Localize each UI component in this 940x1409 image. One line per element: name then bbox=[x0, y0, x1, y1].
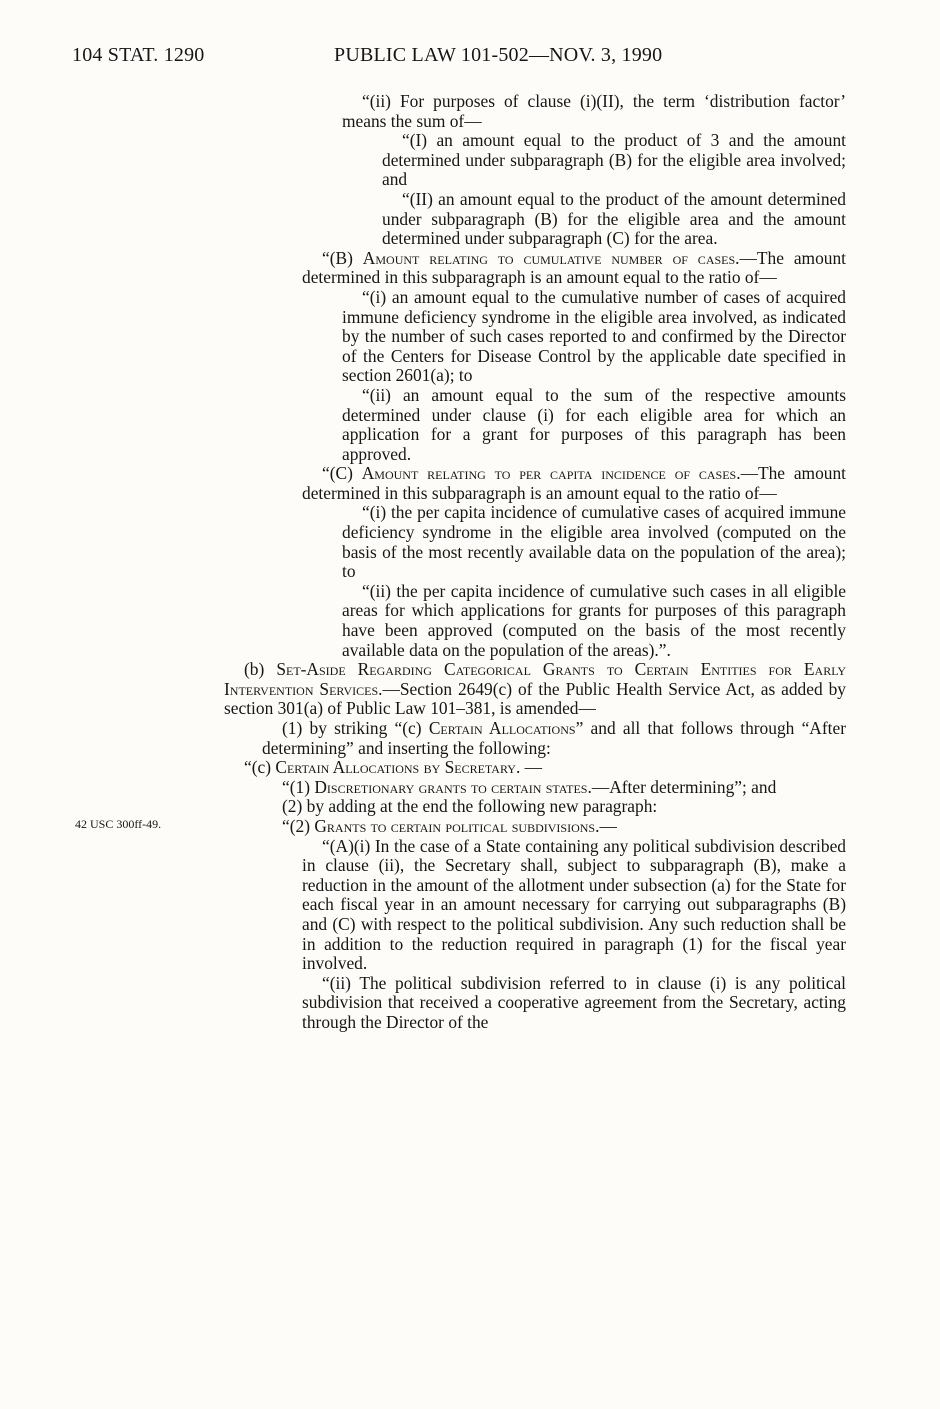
new-2-subparagraph-A-clause-i: “(A)(i) In the case of a State containing any political subdivision described in clause (ii), the Secretary shall, subject to subparagraph (B), make a reduction in the amount of the allotment under subsection (a) for the State for each fiscal year in an amount necessary for carrying out subparagraphs (B) and (C) with respect to the political subdivision. Any such reduction shall be in addition to the reduction required in paragraph (1) for the fiscal year involved. bbox=[302, 835, 846, 974]
amendment-1-text: ” and all that follows through “After determining” and inserting the following: bbox=[262, 718, 846, 758]
subparagraph-C bbox=[302, 464, 846, 503]
subsection-b bbox=[224, 660, 846, 719]
subparagraph-C-clause-ii: “(ii) the per capita incidence of cumulative such cases in all eligible areas for which applications for grants for purposes of this paragraph have been approved (computed on the basis of the most recently available data on the population of the areas).”. bbox=[342, 580, 846, 660]
subparagraph-B bbox=[302, 249, 846, 288]
inserted-c-text: — bbox=[520, 757, 543, 778]
new-paragraph-2 bbox=[262, 817, 846, 837]
subparagraph-B-lead: “(B) bbox=[322, 247, 363, 268]
subparagraph-B-clause-ii: “(ii) an amount equal to the sum of the respective amounts determined under clause (i) for each eligible area for which an application for a grant for purposes of this paragraph has been approved. bbox=[342, 384, 846, 464]
amendment-1-lead: (1) by striking “(c) bbox=[282, 718, 429, 738]
subparagraph-B-text: —The amount determined in this subparagraph is an amount equal to the ratio of— bbox=[302, 247, 846, 288]
amendment-2: (2) by adding at the end the following new paragraph: bbox=[282, 796, 658, 817]
subclause-I: “(I) an amount equal to the product of 3 and the amount determined under subparagraph (B) for the eligible area involved; and bbox=[382, 130, 846, 190]
subparagraph-C-clause-i: “(i) the per capita incidence of cumulative cases of acquired immune deficiency syndrome in the eligible area involved (computed on the basis of the most recently available data on the population of the area); to bbox=[342, 502, 846, 582]
subparagraph-B-heading: Amount relating to cumulative number of cases. bbox=[362, 247, 740, 268]
subparagraph-C-text: —The amount determined in this subparagraph is an amount equal to the ratio of— bbox=[302, 463, 846, 503]
inserted-c-lead: “(c) bbox=[244, 757, 276, 778]
inserted-1-heading: Discretionary grants to certain states. bbox=[314, 776, 592, 797]
subparagraph-C-lead: “(C) bbox=[322, 463, 362, 484]
new-2-text: — bbox=[599, 815, 617, 836]
amendment-1 bbox=[262, 719, 846, 758]
inserted-c-heading: Certain Allocations by Secretary. bbox=[275, 757, 521, 778]
stat-reference: 104 STAT. 1290 bbox=[72, 44, 205, 66]
inserted-paragraph-1 bbox=[262, 778, 846, 798]
subsection-b-lead: (b) bbox=[244, 659, 277, 680]
subsection-b-text: —Section 2649(c) of the Public Health Service Act, as added by section 301(a) of Public Law 101–381, is amended— bbox=[224, 678, 846, 719]
subsection-b-heading: Set-Aside Regarding Categorical Grants to Certain Entities for Early Intervention Services. bbox=[224, 659, 846, 699]
law-title: PUBLIC LAW 101-502—NOV. 3, 1990 bbox=[334, 44, 663, 66]
amendment-1-heading: Certain Allocations bbox=[428, 718, 576, 738]
inserted-1-lead: “(1) bbox=[282, 776, 315, 797]
new-2-lead: “(2) bbox=[282, 815, 315, 836]
clause-ii-distribution-factor: “(ii) For purposes of clause (i)(II), the term ‘distribution factor’ means the sum of— bbox=[342, 91, 846, 131]
subparagraph-B-clause-i: “(i) an amount equal to the cumulative number of cases of acquired immune deficiency syndrome in the eligible area involved, as indicated by the number of such cases reported to and confirmed by the Director of the Centers for Disease Control by the applicable date specified in section 2601(a); to bbox=[342, 286, 846, 386]
new-2-heading: Grants to certain political subdivisions. bbox=[314, 815, 600, 836]
subclause-II: “(II) an amount equal to the product of the amount determined under subparagraph (B) for the eligible area and the amount determined under subparagraph (C) for the area. bbox=[382, 188, 846, 249]
inserted-1-text: —After determining”; and bbox=[591, 776, 777, 797]
document-body bbox=[0, 92, 940, 1033]
inserted-subsection-c bbox=[224, 758, 846, 778]
subparagraph-C-heading: Amount relating to per capita incidence of cases. bbox=[361, 463, 741, 484]
new-2-subparagraph-A-clause-ii: “(ii) The political subdivision referred to in clause (i) is any political subdivision that received a cooperative agreement from the Secretary, acting through the Director of the bbox=[302, 972, 846, 1032]
margin-note: 42 USC 300ff-49. bbox=[75, 817, 162, 831]
